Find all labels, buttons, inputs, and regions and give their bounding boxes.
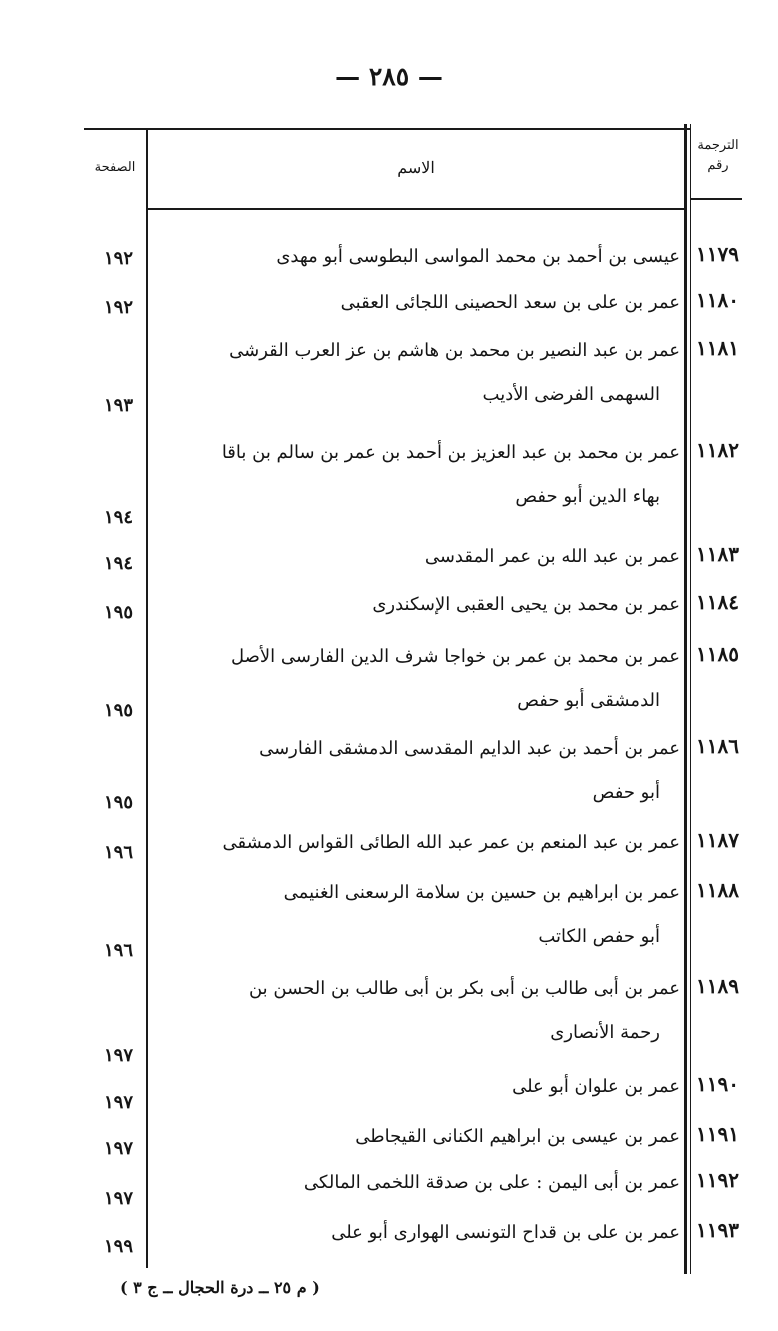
page-reference: ١٩٧: [104, 1188, 134, 1209]
translation-number-header: الترجمة رقم: [697, 138, 739, 173]
translation-number: ١١٨٩: [696, 974, 739, 998]
entry-name-line: عمر بن عبد المنعم بن عمر عبد الله الطائى القواس الدمشقى: [222, 832, 680, 853]
translation-number: ١١٨٠: [696, 288, 739, 312]
page-reference: ١٩٤: [104, 507, 134, 528]
translation-number: ١١٩٠: [696, 1072, 739, 1096]
translation-number: ١١٨٥: [696, 642, 739, 666]
page-reference: ١٩٢: [104, 297, 134, 318]
entry-name-line: عمر بن محمد بن يحيى العقبى الإسكندرى: [372, 594, 680, 615]
entry-name-line: عمر بن عيسى بن ابراهيم الكنانى القيجاطى: [355, 1126, 680, 1147]
entry-name-line: عمر بن علوان أبو على: [512, 1076, 680, 1097]
translation-number: ١١٨٨: [696, 878, 739, 902]
translation-number: ١١٨٧: [696, 828, 739, 852]
entry-name-line: عيسى بن أحمد بن محمد المواسى البطوسى أبو مهدى: [276, 246, 680, 267]
entry-name-line: عمر بن عبد النصير بن محمد بن هاشم بن عز العرب القرشى: [229, 340, 680, 361]
page-reference: ١٩٩: [104, 1236, 134, 1257]
translation-number: ١١٩٣: [696, 1218, 739, 1242]
page-reference: ١٩٧: [104, 1138, 134, 1159]
entry-name-line: عمر بن على بن سعد الحصينى اللجائى العقبى: [340, 292, 680, 313]
number-header-bottom-rule: [690, 198, 742, 200]
footer-signature: ( م ٢٥ ــ درة الحجال ــ ج ٣ ): [120, 1278, 320, 1297]
page-reference: ١٩٢: [104, 248, 134, 269]
entry-name-line: الدمشقى أبو حفص: [517, 690, 660, 711]
page-reference: ١٩٣: [104, 395, 134, 416]
page-reference: ١٩٥: [104, 700, 134, 721]
entry-name-line: أبو حفص: [592, 782, 660, 803]
page-reference: ١٩٧: [104, 1045, 134, 1066]
translation-number: ١١٨٦: [696, 734, 739, 758]
translation-number: ١١٩٢: [696, 1168, 739, 1192]
entry-name-line: عمر بن عبد الله بن عمر المقدسى: [424, 546, 680, 567]
entry-name-line: عمر بن محمد بن عبد العزيز بن أحمد بن عمر بن سالم بن باقا: [221, 442, 680, 463]
page-reference: ١٩٤: [104, 553, 134, 574]
page-reference: ١٩٧: [104, 1092, 134, 1113]
translation-number: ١١٩١: [696, 1122, 739, 1146]
entry-name-line: عمر بن أحمد بن عبد الدايم المقدسى الدمشقى الفارسى: [259, 738, 680, 759]
page-header: الصفحة: [94, 160, 136, 175]
name-column-right-rule: [684, 124, 687, 1274]
number-column-inner-rule: [690, 124, 691, 1274]
translation-number: ١١٨١: [696, 336, 739, 360]
entry-name-line: عمر بن ابراهيم بن حسين بن سلامة الرسعنى الغنيمى: [283, 882, 680, 903]
entry-name-line: أبو حفص الكاتب: [538, 926, 660, 947]
entry-name-line: عمر بن أبى طالب بن أبى بكر بن أبى طالب بن الحسن بن: [248, 978, 680, 999]
page-reference: ١٩٥: [104, 602, 134, 623]
entry-name-line: السهمى الفرضى الأديب: [482, 384, 660, 405]
translation-number: ١١٨٢: [696, 438, 739, 462]
translation-number: ١١٨٤: [696, 590, 739, 614]
page-number: — ٢٨٥ —: [335, 62, 443, 91]
page-reference: ١٩٦: [104, 842, 134, 863]
page-reference: ١٩٦: [104, 940, 134, 961]
page-reference: ١٩٥: [104, 792, 134, 813]
translation-number: ١١٧٩: [696, 242, 739, 266]
translation-number: ١١٨٣: [696, 542, 739, 566]
entry-name-line: عمر بن على بن قداح التونسى الهوارى أبو على: [331, 1222, 680, 1243]
entry-name-line: عمر بن أبى اليمن : على بن صدقة اللخمى المالكى: [303, 1172, 680, 1193]
header-bottom-rule: [148, 208, 684, 210]
entry-name-line: عمر بن محمد بن عمر بن خواجا شرف الدين الفارسى الأصل: [230, 646, 680, 667]
table-top-rule: [84, 128, 690, 130]
name-header: الاسم: [397, 158, 435, 177]
entry-name-line: بهاء الدين أبو حفص: [515, 486, 660, 507]
entry-name-line: رحمة الأنصارى: [550, 1022, 660, 1043]
